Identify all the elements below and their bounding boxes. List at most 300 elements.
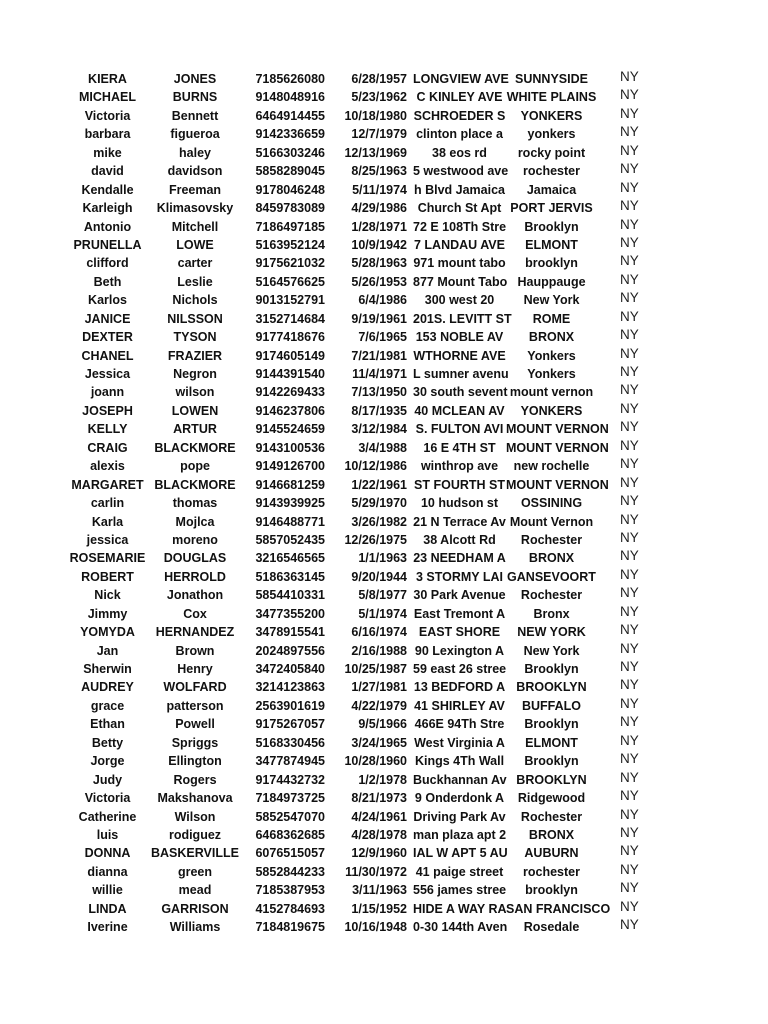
city-cell: BRONX <box>528 330 575 345</box>
address-cell: 41 SHIRLEY AV <box>414 698 505 713</box>
city-cell: YONKERS <box>520 403 583 418</box>
birth-date-cell: 7/21/1981 <box>351 348 407 363</box>
first-name-cell: ROSEMARIE <box>69 551 146 566</box>
first-name-cell: Karleigh <box>82 201 133 216</box>
state-cell: NY <box>620 695 639 711</box>
state-cell: NY <box>620 253 639 269</box>
city-cell: Brooklyn <box>524 662 579 676</box>
state-cell: NY <box>620 806 639 822</box>
phone-cell: 5857052435 <box>255 532 325 547</box>
phone-cell: 7185387953 <box>255 883 325 898</box>
address-cell: 153 NOBLE AV <box>415 330 504 345</box>
phone-cell: 9145524659 <box>255 422 325 437</box>
phone-cell: 9143939925 <box>255 496 325 511</box>
address-cell: winthrop ave <box>420 459 499 474</box>
phone-cell: 5166303246 <box>255 145 325 160</box>
state-cell: NY <box>620 732 639 748</box>
state-cell: NY <box>620 142 639 158</box>
birth-date-cell: 1/2/1978 <box>358 772 407 787</box>
first-name-cell: Antonio <box>83 219 132 234</box>
last-name-cell: thomas <box>172 496 218 511</box>
last-name-cell: Henry <box>177 662 213 676</box>
phone-cell: 2563901619 <box>255 698 325 713</box>
address-cell: 59 east 26 stree <box>413 662 507 676</box>
first-name-cell: LINDA <box>88 901 127 916</box>
city-cell: MOUNT VERNON <box>506 440 609 455</box>
phone-cell: 9174605149 <box>255 348 325 363</box>
last-name-cell: DOUGLAS <box>163 551 227 566</box>
city-cell: Bronx <box>533 606 570 621</box>
first-name-cell: DONNA <box>84 846 131 861</box>
last-name-cell: moreno <box>172 532 218 547</box>
first-name-cell: JOSEPH <box>82 403 133 418</box>
phone-cell: 3472405840 <box>255 662 325 676</box>
birth-date-cell: 9/20/1944 <box>351 569 407 584</box>
address-cell: ST FOURTH ST <box>414 477 505 492</box>
birth-date-cell: 10/28/1960 <box>344 754 407 769</box>
state-cell: NY <box>620 824 639 840</box>
phone-cell: 3214123863 <box>255 680 325 695</box>
city-cell: brooklyn <box>525 256 578 271</box>
address-cell: Buckhannan Av <box>413 772 507 787</box>
phone-cell: 9149126700 <box>255 459 325 474</box>
phone-cell: 9174432732 <box>255 772 325 787</box>
first-name-cell: Catherine <box>78 809 137 824</box>
last-name-cell: JONES <box>173 72 217 86</box>
state-cell: NY <box>620 474 639 490</box>
city-cell: New York <box>523 643 580 658</box>
first-name-cell: Sherwin <box>83 662 132 676</box>
state-cell: NY <box>620 364 639 379</box>
first-name-cell: Beth <box>93 274 122 289</box>
birth-date-cell: 8/25/1963 <box>351 164 407 179</box>
birth-date-cell: 2/16/1988 <box>351 643 407 658</box>
address-cell: 971 mount tabo <box>413 256 506 271</box>
state-cell: NY <box>620 917 639 933</box>
state-cell: NY <box>620 898 639 914</box>
city-cell: brooklyn <box>525 883 578 898</box>
state-cell: NY <box>620 345 639 361</box>
city-cell: BUFFALO <box>521 698 582 713</box>
address-cell: S. FULTON AVI <box>415 422 504 437</box>
last-name-cell: Powell <box>175 717 215 732</box>
birth-date-cell: 5/23/1962 <box>351 90 407 105</box>
phone-cell: 7184973725 <box>255 791 325 806</box>
last-name-cell: carter <box>177 256 213 271</box>
state-cell: NY <box>620 87 639 103</box>
address-cell: 7 LANDAU AVE <box>414 237 505 252</box>
address-cell: HIDE A WAY RA <box>413 901 507 916</box>
phone-cell: 9013152791 <box>255 293 325 308</box>
last-name-cell: GARRISON <box>161 901 229 916</box>
address-cell: LONGVIEW AVE <box>413 72 509 86</box>
city-cell: AUBURN <box>524 846 579 861</box>
birth-date-cell: 12/26/1975 <box>344 532 407 547</box>
state-cell: NY <box>620 419 639 435</box>
birth-date-cell: 10/9/1942 <box>351 237 407 252</box>
birth-date-cell: 5/26/1953 <box>351 274 407 289</box>
address-cell: EAST SHORE <box>418 625 501 640</box>
state-cell: NY <box>620 548 639 564</box>
first-name-cell: Karlos <box>88 293 127 308</box>
phone-cell: 5186363145 <box>255 569 325 584</box>
last-name-cell: Makshanova <box>157 791 233 806</box>
birth-date-cell: 3/4/1988 <box>358 440 407 455</box>
phone-cell: 3477874945 <box>255 754 325 769</box>
phone-cell: 7184819675 <box>255 920 325 935</box>
first-name-cell: Jan <box>96 643 119 658</box>
birth-date-cell: 12/7/1979 <box>351 127 407 142</box>
birth-date-cell: 8/17/1935 <box>351 403 407 418</box>
address-cell: 21 N Terrace Av <box>413 514 506 529</box>
first-name-cell: DEXTER <box>82 330 133 345</box>
state-cell: NY <box>620 788 639 804</box>
last-name-cell: figueroa <box>170 127 220 142</box>
birth-date-cell: 6/4/1986 <box>358 293 407 308</box>
phone-cell: 9142336659 <box>255 127 325 142</box>
birth-date-cell: 4/28/1978 <box>351 827 407 842</box>
address-cell: clinton place a <box>416 127 503 142</box>
first-name-cell: Nick <box>94 588 121 603</box>
city-cell: Rochester <box>520 532 583 547</box>
last-name-cell: Jonathon <box>166 588 224 603</box>
phone-cell: 9148048916 <box>255 90 325 105</box>
birth-date-cell: 3/12/1984 <box>351 422 407 437</box>
city-cell: SUNNYSIDE <box>515 72 588 86</box>
birth-date-cell: 4/24/1961 <box>351 809 407 824</box>
birth-date-cell: 9/5/1966 <box>358 717 407 732</box>
phone-cell: 6468362685 <box>255 827 325 842</box>
state-cell: NY <box>620 308 639 324</box>
first-name-cell: joann <box>90 385 125 400</box>
first-name-cell: Jessica <box>84 367 131 381</box>
table-row <box>0 918 768 936</box>
address-cell: 9 Onderdonk A <box>414 791 505 806</box>
city-cell: Ridgewood <box>517 791 586 806</box>
city-cell: yonkers <box>527 127 576 142</box>
state-cell: NY <box>620 216 639 232</box>
phone-cell: 3478915541 <box>255 625 325 640</box>
address-cell: East Tremont A <box>413 606 506 621</box>
address-cell: man plaza apt 2 <box>413 827 507 842</box>
first-name-cell: KELLY <box>87 422 128 437</box>
first-name-cell: Jimmy <box>87 606 128 621</box>
birth-date-cell: 1/15/1952 <box>351 901 407 916</box>
state-cell: NY <box>620 529 639 545</box>
address-cell: 38 eos rd <box>432 145 487 160</box>
phone-cell: 5164576625 <box>255 274 325 289</box>
last-name-cell: ARTUR <box>173 422 217 437</box>
phone-cell: 3477355200 <box>255 606 325 621</box>
city-cell: OSSINING <box>520 496 583 511</box>
city-cell: Brooklyn <box>524 754 579 769</box>
birth-date-cell: 1/28/1971 <box>351 219 407 234</box>
city-cell: Yonkers <box>527 348 576 363</box>
state-cell: NY <box>620 198 639 214</box>
last-name-cell: Nichols <box>172 293 218 308</box>
birth-date-cell: 3/11/1963 <box>352 883 407 898</box>
last-name-cell: haley <box>179 145 211 160</box>
address-cell: 556 james stree <box>413 883 507 898</box>
first-name-cell: Betty <box>91 735 124 750</box>
last-name-cell: BLACKMORE <box>154 477 236 492</box>
last-name-cell: Brown <box>175 643 215 658</box>
address-cell: 300 west 20 <box>424 293 495 308</box>
phone-cell: 7185626080 <box>255 72 325 86</box>
last-name-cell: Leslie <box>177 274 213 289</box>
phone-cell: 9178046248 <box>255 182 325 197</box>
state-cell: NY <box>620 640 639 656</box>
city-cell: MOUNT VERNON <box>506 477 609 492</box>
phone-cell: 6076515057 <box>255 846 325 861</box>
address-cell: 3 STORMY LAI <box>415 569 504 584</box>
birth-date-cell: 6/16/1974 <box>351 625 407 640</box>
last-name-cell: TYSON <box>173 330 217 345</box>
address-cell: SCHROEDER S <box>413 108 506 123</box>
last-name-cell: WOLFARD <box>163 680 227 695</box>
last-name-cell: BURNS <box>172 90 218 105</box>
last-name-cell: BASKERVILLE <box>151 846 239 861</box>
phone-cell: 5858289045 <box>255 164 325 179</box>
city-cell: Brooklyn <box>524 717 579 732</box>
birth-date-cell: 12/9/1960 <box>351 846 407 861</box>
first-name-cell: luis <box>96 827 119 842</box>
address-cell: West Virginia A <box>414 735 505 750</box>
phone-cell: 5852547070 <box>255 809 325 824</box>
phone-cell: 9146681259 <box>255 477 325 492</box>
state-cell: NY <box>620 271 639 287</box>
state-cell: NY <box>620 622 639 638</box>
birth-date-cell: 10/18/1980 <box>344 108 407 123</box>
address-cell: L sumner avenu <box>413 367 509 381</box>
address-cell: 5 westwood ave <box>413 164 509 179</box>
address-cell: 40 MCLEAN AV <box>414 403 505 418</box>
last-name-cell: Freeman <box>168 182 222 197</box>
first-name-cell: CHANEL <box>81 348 134 363</box>
city-cell: Yonkers <box>527 367 576 381</box>
first-name-cell: Victoria <box>84 791 131 806</box>
phone-cell: 4152784693 <box>255 901 325 916</box>
city-cell: MOUNT VERNON <box>506 422 609 437</box>
birth-date-cell: 9/19/1961 <box>351 311 407 326</box>
birth-date-cell: 5/8/1977 <box>358 588 407 603</box>
city-cell: BRONX <box>528 551 575 566</box>
last-name-cell: Wilson <box>174 809 216 824</box>
city-cell: GANSEVOORT <box>507 569 596 584</box>
state-cell: NY <box>620 714 639 730</box>
phone-cell: 3152714684 <box>255 311 325 326</box>
phone-cell: 5854410331 <box>255 588 325 603</box>
city-cell: rochester <box>523 164 580 179</box>
phone-cell: 9146488771 <box>255 514 325 529</box>
last-name-cell: HERNANDEZ <box>155 625 235 640</box>
birth-date-cell: 7/13/1950 <box>351 385 407 400</box>
last-name-cell: Ellington <box>168 754 222 769</box>
birth-date-cell: 3/26/1982 <box>351 514 407 529</box>
birth-date-cell: 5/1/1974 <box>358 606 407 621</box>
birth-date-cell: 4/22/1979 <box>351 698 407 713</box>
state-cell: NY <box>620 861 639 877</box>
state-cell: NY <box>620 105 639 121</box>
city-cell: Rochester <box>520 588 583 603</box>
first-name-cell: alexis <box>90 459 125 474</box>
last-name-cell: FRAZIER <box>167 348 223 363</box>
city-cell: Mount Vernon <box>509 514 594 529</box>
birth-date-cell: 5/28/1963 <box>351 256 407 271</box>
birth-date-cell: 11/4/1971 <box>352 367 407 381</box>
address-cell: 72 E 108Th Stre <box>413 219 507 234</box>
first-name-cell: AUDREY <box>81 680 134 695</box>
phone-cell: 9143100536 <box>255 440 325 455</box>
last-name-cell: rodiguez <box>168 827 222 842</box>
phone-cell: 9142269433 <box>255 385 325 400</box>
state-cell: NY <box>620 769 639 785</box>
phone-cell: 9177418676 <box>255 330 325 345</box>
phone-cell: 9175267057 <box>255 717 325 732</box>
city-cell: ELMONT <box>525 237 578 252</box>
state-cell: NY <box>620 603 639 619</box>
state-cell: NY <box>620 659 639 674</box>
first-name-cell: grace <box>90 698 125 713</box>
first-name-cell: ROBERT <box>81 569 134 584</box>
birth-date-cell: 1/22/1961 <box>351 477 407 492</box>
state-cell: NY <box>620 880 639 896</box>
birth-date-cell: 10/25/1987 <box>344 662 407 676</box>
first-name-cell: barbara <box>84 127 131 142</box>
first-name-cell: MARGARET <box>71 477 144 492</box>
first-name-cell: Victoria <box>84 108 131 123</box>
state-cell: NY <box>620 493 639 509</box>
last-name-cell: BLACKMORE <box>154 440 236 455</box>
first-name-cell: Jorge <box>90 754 125 769</box>
state-cell: NY <box>620 124 639 140</box>
city-cell: ELMONT <box>525 735 578 750</box>
address-cell: 10 hudson st <box>420 496 499 511</box>
phone-cell: 5168330456 <box>255 735 325 750</box>
last-name-cell: LOWE <box>176 237 214 252</box>
address-cell: h Blvd Jamaica <box>413 182 505 197</box>
city-cell: ROME <box>532 311 571 326</box>
birth-date-cell: 1/1/1963 <box>358 551 407 566</box>
first-name-cell: dianna <box>87 864 128 879</box>
last-name-cell: wilson <box>175 385 215 400</box>
last-name-cell: LOWEN <box>171 403 219 418</box>
state-cell: NY <box>620 234 639 250</box>
phone-cell: 6464914455 <box>255 108 325 123</box>
address-cell: 13 BEDFORD A <box>413 680 506 695</box>
state-cell: NY <box>620 179 639 195</box>
state-cell: NY <box>620 511 639 527</box>
city-cell: Brooklyn <box>524 219 579 234</box>
phone-cell: 3216546565 <box>255 551 325 566</box>
state-cell: NY <box>620 437 639 453</box>
state-cell: NY <box>620 69 639 84</box>
address-cell: 38 Alcott Rd <box>423 532 496 547</box>
phone-cell: 5852844233 <box>255 864 325 879</box>
first-name-cell: Iverine <box>87 920 128 935</box>
state-cell: NY <box>620 456 639 472</box>
first-name-cell: mike <box>93 145 122 160</box>
birth-date-cell: 12/13/1969 <box>344 145 407 160</box>
last-name-cell: green <box>177 864 213 879</box>
birth-date-cell: 7/6/1965 <box>358 330 407 345</box>
city-cell: New York <box>523 293 580 308</box>
city-cell: Rochester <box>520 809 583 824</box>
last-name-cell: pope <box>180 459 210 474</box>
address-cell: 30 Park Avenue <box>413 588 506 603</box>
city-cell: WHITE PLAINS <box>506 90 597 105</box>
first-name-cell: jessica <box>86 532 129 547</box>
birth-date-cell: 4/29/1986 <box>351 201 407 216</box>
first-name-cell: Ethan <box>90 717 125 732</box>
last-name-cell: patterson <box>166 698 224 713</box>
birth-date-cell: 10/16/1948 <box>344 920 407 935</box>
last-name-cell: Rogers <box>173 772 217 787</box>
address-cell: 16 E 4TH ST <box>423 440 496 455</box>
phone-cell: 7186497185 <box>255 219 325 234</box>
city-cell: SAN FRANCISCO <box>506 901 611 916</box>
city-cell: PORT JERVIS <box>510 201 593 216</box>
state-cell: NY <box>620 290 639 306</box>
city-cell: BRONX <box>528 827 575 842</box>
city-cell: YONKERS <box>520 108 583 123</box>
last-name-cell: Mojlca <box>175 514 215 529</box>
first-name-cell: KIERA <box>88 72 127 86</box>
birth-date-cell: 10/12/1986 <box>344 459 407 474</box>
phone-cell: 8459783089 <box>255 201 325 216</box>
phone-cell: 9175621032 <box>255 256 325 271</box>
address-cell: 90 Lexington A <box>414 643 505 658</box>
last-name-cell: Klimasovsky <box>156 201 234 216</box>
first-name-cell: clifford <box>86 256 129 271</box>
last-name-cell: Bennett <box>171 108 219 123</box>
state-cell: NY <box>620 400 639 416</box>
first-name-cell: MICHAEL <box>79 90 136 105</box>
city-cell: Jamaica <box>526 182 577 197</box>
first-name-cell: JANICE <box>84 311 131 326</box>
address-cell: IAL W APT 5 AU <box>413 846 508 861</box>
last-name-cell: Negron <box>173 367 217 381</box>
address-cell: 30 south sevent <box>413 385 508 400</box>
city-cell: Rosedale <box>523 920 580 935</box>
phone-cell: 2024897556 <box>255 643 325 658</box>
address-cell: C KINLEY AVE <box>416 90 503 105</box>
first-name-cell: YOMYDA <box>80 625 135 640</box>
last-name-cell: davidson <box>167 164 223 179</box>
last-name-cell: Cox <box>183 606 207 621</box>
city-cell: mount vernon <box>509 385 594 400</box>
address-cell: 877 Mount Tabo <box>413 274 508 289</box>
last-name-cell: NILSSON <box>167 311 223 326</box>
address-cell: 23 NEEDHAM A <box>413 551 506 566</box>
first-name-cell: willie <box>92 883 123 898</box>
first-name-cell: Karla <box>91 514 124 529</box>
address-cell: 466E 94Th Stre <box>414 717 505 732</box>
last-name-cell: Williams <box>169 920 221 935</box>
first-name-cell: Kendalle <box>81 182 134 197</box>
city-cell: rochester <box>523 864 580 879</box>
city-cell: BROOKLYN <box>516 772 587 787</box>
birth-date-cell: 5/29/1970 <box>351 496 407 511</box>
last-name-cell: mead <box>178 883 212 898</box>
birth-date-cell: 5/11/1974 <box>352 182 407 197</box>
state-cell: NY <box>620 585 639 601</box>
birth-date-cell: 11/30/1972 <box>345 864 407 879</box>
state-cell: NY <box>620 566 639 582</box>
address-cell: Kings 4Th Wall <box>414 754 505 769</box>
first-name-cell: carlin <box>90 496 125 511</box>
first-name-cell: PRUNELLA <box>73 237 142 252</box>
